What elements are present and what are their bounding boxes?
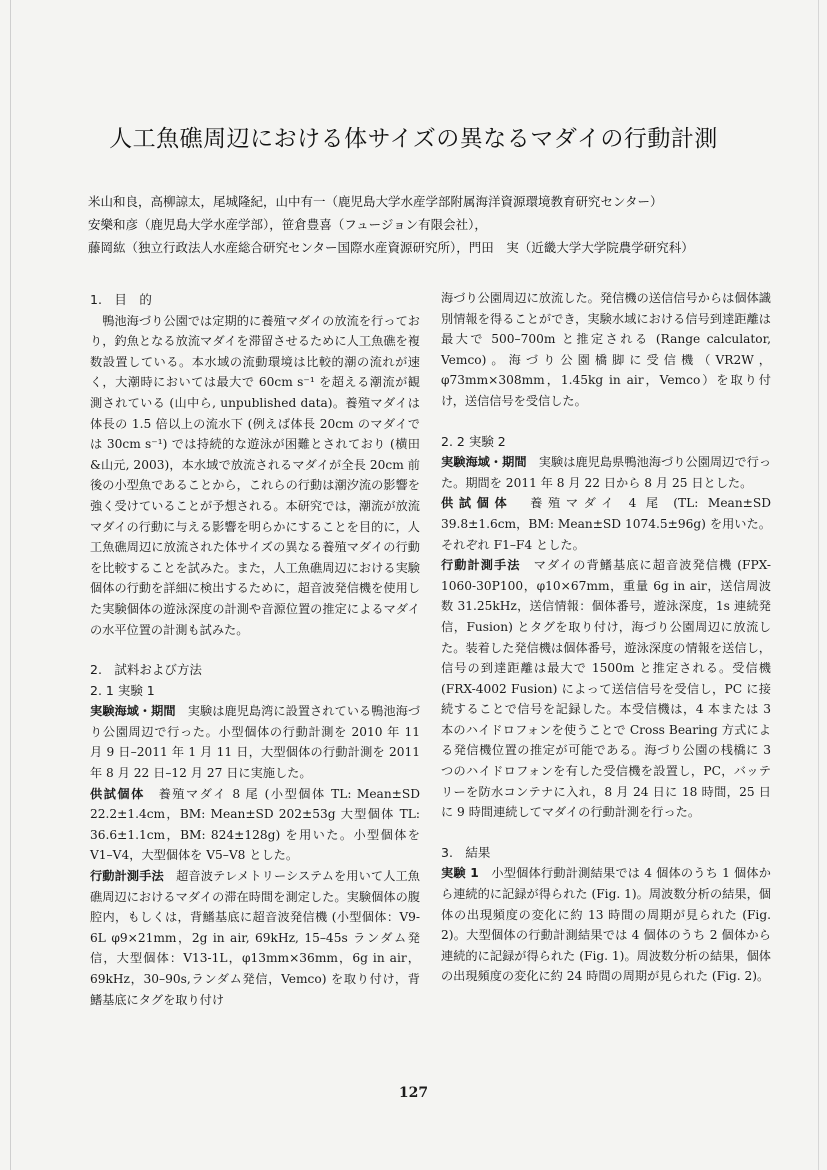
run-in-label: 行動計測手法 bbox=[90, 869, 164, 884]
right-column bbox=[441, 288, 771, 987]
paragraph-text: 養殖マダイ 4 尾 (TL: Mean±SD 39.8±1.6cm，BM: Mean±SD 1074.5±96g) を用いた。それぞれ F1–F4 とした。 bbox=[441, 496, 772, 552]
run-in-label: 行動計測手法 bbox=[441, 558, 521, 573]
left-column bbox=[90, 290, 420, 1010]
paragraph-text: 小型個体行動計測結果では 4 個体のうち 1 個体から連続的に記録が得られた (Fig. 1)。周波数分析の結果，個体の出現頻度の変化に約 13 時間の周期が見られた (Fig. 2)。大型個体の行動計測結果では 4 個体のうち 2 個体から連続的に記録が得られた (Fig. 1)。周波数分析の結果，個体の出現頻度の変化に約 24 時間の周期が見られた (Fig. 2)。 bbox=[441, 866, 771, 984]
section-heading-methods: 2. 試料および方法 bbox=[90, 662, 202, 678]
paragraph-text: 超音波テレメトリーシステムを用いて人工魚礁周辺におけるマダイの滞在時間を測定した。実験個体の腹腔内，もしくは，背鰭基底に超音波発信機 (小型個体：V9-6L φ9×21mm，2g in air, 69kHz, 15–45s ランダム発信，大型個体：V13-1L，φ13mm×36mm，6g in air，69kHz，30–90s,ランダム発信，Vemco) を取り付け，背鰭基底にタグを取り付け bbox=[90, 869, 420, 1007]
paragraph-exp1-area bbox=[90, 701, 420, 783]
paragraph-results-exp1 bbox=[441, 863, 771, 987]
run-in-label: 供試個体 bbox=[90, 786, 145, 801]
subsection-heading-exp1: 2. 1 実験 1 bbox=[90, 682, 155, 698]
run-in-label: 実験 1 bbox=[441, 866, 479, 881]
run-in-label: 供試個体 bbox=[441, 496, 513, 511]
paragraph-exp2-method bbox=[441, 555, 771, 823]
subsection-heading-exp2: 2. 2 実験 2 bbox=[441, 433, 506, 449]
author-line: 米山和良，高柳諒太，尾城隆紀，山中有一（鹿児島大学水産学部附属海洋資源環境教育研究センター） bbox=[88, 194, 663, 209]
author-line: 藤岡紘（独立行政法人水産総合研究センター国際水産資源研究所），門田 実（近畿大学大学院農学研究科） bbox=[88, 240, 694, 255]
paragraph-exp2-specimens bbox=[441, 493, 771, 555]
author-line: 安樂和彦（鹿児島大学水産学部），笹倉豊喜（フュージョン有限会社）， bbox=[88, 217, 487, 232]
paragraph-text: 実験は鹿児島湾に設置されている鴨池海づり公園周辺で行った。小型個体の行動計測を 2010 年 11 月 9 日–2011 年 1 月 11 日，大型個体の行動計測を 2011 年 8 月 22 日–12 月 27 日に実施した。 bbox=[90, 704, 421, 781]
paragraph-text: 実験は鹿児島県鴨池海づり公園周辺で行った。期間を 2011 年 8 月 22 日から 8 月 25 日とした。 bbox=[441, 455, 772, 490]
section-heading-results: 3. 結果 bbox=[441, 844, 491, 860]
section-heading-purpose: 1. 目 的 bbox=[90, 292, 152, 307]
paragraph-exp1-method bbox=[90, 866, 420, 1010]
run-in-label: 実験海域・期間 bbox=[441, 455, 527, 470]
paragraph-text: マダイの背鰭基底に超音波発信機 (FPX-1060-30P100，φ10×67mm，重量 6g in air，送信周波数 31.25kHz，送信情報：個体番号，遊泳深度，1s 連続発信，Fusion) とタグを取り付け，海づり公園周辺に放流した。装着した発信機は個体番号，遊泳深度の情報を送信し，信号の到達距離は最大で 1500m と推定される。受信機 (FRX-4002 Fusion) によって送信信号を受信し，PC に接続することで信号を記録した。本受信機は，4 本または 3 本のハイドロフォンを使うことで Cross Bearing 方式による発信機位置の推定が可能である。海づり公園の桟橋に 3 つのハイドロフォンを有した受信機を設置し，PC，バッテリーを防水コンテナに入れ，8 月 24 日に 18 時間，25 日に 9 時間連続してマダイの行動計測を行った。 bbox=[441, 558, 772, 820]
author-block bbox=[88, 190, 768, 259]
paragraph-exp1-continued: 海づり公園周辺に放流した。発信機の送信信号からは個体識別情報を得ることができ，実験水域における信号到達距離は最大で 500–700m と推定される (Range calculator, Vemco)。海づり公園橋脚に受信機（VR2W，φ73mm×308mm，1.45kg in air，Vemco）を取り付け，送信信号を受信した。 bbox=[441, 291, 771, 408]
paragraph-text: 養殖マダイ 8 尾 (小型個体 TL: Mean±SD 22.2±1.4cm，BM: Mean±SD 202±53g 大型個体 TL: 36.6±1.1cm，BM: 824±128g) を用いた。小型個体を V1–V4，大型個体を V5–V8 とした。 bbox=[90, 786, 421, 863]
paragraph-exp1-specimens bbox=[90, 784, 420, 866]
scan-edge-right bbox=[818, 0, 819, 1170]
paragraph-exp2-area bbox=[441, 452, 771, 493]
paragraph-purpose: 鴨池海づり公園では定期的に養殖マダイの放流を行っており，釣魚となる放流マダイを滞留させるために人工魚礁を複数設置している。本水域の流動環境は比較的潮の流れが速く，大潮時においては最大で 60cm s⁻¹ を超える潮流が観測されている (山中ら, unpublished data)。養殖マダイは体長の 1.5 倍以上の流水下 (例えば体長 20cm のマダイでは 30cm s⁻¹) では持続的な遊泳が困難とされており (横田&山元, 2003)，本水域で放流されるマダイが全長 20cm 前後の小型魚であることから，これらの行動は潮汐流の影響を強く受けていることが予想される。本研究では，潮流が放流マダイの行動に与える影響を明らかにすることを目的に，人工魚礁周辺に放流された体サイズの異なる養殖マダイの行動を比較することを試みた。また，人工魚礁周辺における実験個体の行動を詳細に検出するために，超音波発信機を使用した実験個体の遊泳深度の計測や音源位置の推定によるマダイの水平位置の計測も試みた。 bbox=[90, 313, 420, 637]
run-in-label: 実験海域・期間 bbox=[90, 704, 176, 719]
scan-edge-left bbox=[10, 0, 11, 1170]
paper-title: 人工魚礁周辺における体サイズの異なるマダイの行動計測 bbox=[109, 126, 718, 152]
page-number: 127 bbox=[398, 1085, 429, 1101]
